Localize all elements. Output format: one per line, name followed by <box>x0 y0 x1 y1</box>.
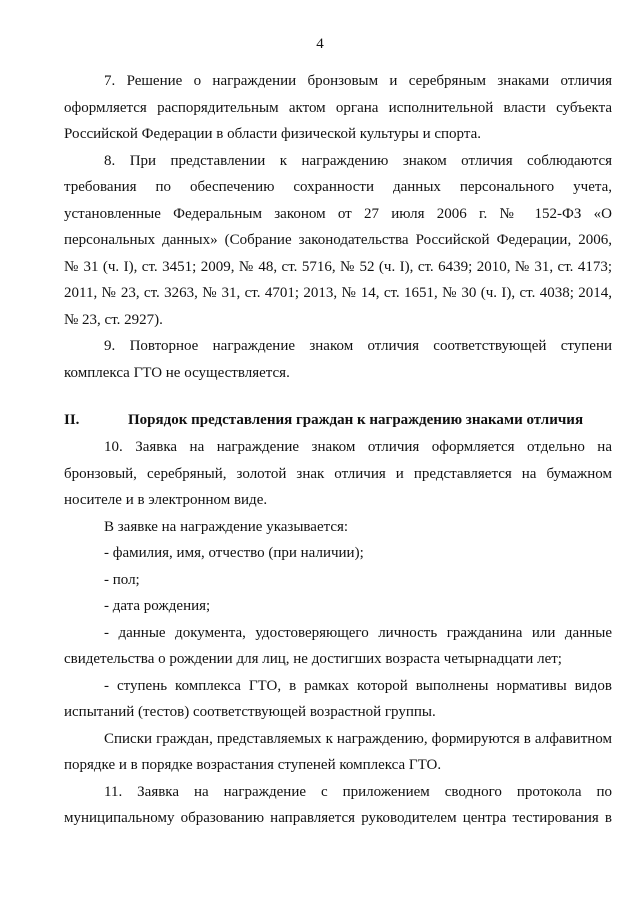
paragraph-8-line-5: № 31 (ч. I), ст. 3451; 2009, № 48, ст. 5716, № 52 (ч. I), ст. 6439; 2010, № 31, ст. 4173; <box>64 259 612 275</box>
paragraph-7-line-3: Российской Федерации в области физической культуры и спорта. <box>64 126 481 142</box>
list-item-identity-document-line-2: свидетельства о рождении для лиц, не достигших возраста четырнадцати лет; <box>64 651 562 667</box>
section-title: Порядок представления граждан к награждению знаками отличия <box>128 412 584 428</box>
paragraph-10-line-2: бронзовый, серебряный, золотой знак отличия и представляется на бумажном <box>64 466 612 482</box>
paragraph-10-line-1: 10. Заявка на награждение знаком отличия оформляется отдельно на <box>104 439 612 455</box>
paragraph-8-line-6: 2011, № 23, ст. 3263, № 31, ст. 4701; 2013, № 14, ст. 1651, № 30 (ч. I), ст. 4038; 2014, <box>64 285 612 301</box>
list-item-gender: - пол; <box>104 572 140 588</box>
list-item-gto-stage-line-1: - ступень комплекса ГТО, в рамках которой выполнены нормативы видов <box>104 678 612 694</box>
application-intro: В заявке на награждение указывается: <box>104 519 349 535</box>
paragraph-11-line-1: 11. Заявка на награждение с приложением сводного протокола по <box>104 784 612 800</box>
paragraph-9-line-2: комплекса ГТО не осуществляется. <box>64 365 290 381</box>
paragraph-7-line-1: 7. Решение о награждении бронзовым и серебряным знаками отличия <box>104 73 612 89</box>
lists-paragraph-line-1: Списки граждан, представляемых к награждению, формируются в алфавитном <box>104 731 612 747</box>
paragraph-8-line-3: установленные Федеральным законом от 27 июля 2006 г. № 152-ФЗ «О <box>64 206 612 222</box>
list-item-identity-document-line-1: - данные документа, удостоверяющего личность гражданина или данные <box>104 625 612 641</box>
paragraph-10-line-3: носителе и в электронном виде. <box>64 492 268 508</box>
paragraph-11-line-2: муниципальному образованию направляется руководителем центра тестирования в <box>64 810 612 826</box>
list-item-gto-stage-line-2: испытаний (тестов) соответствующей возрастной группы. <box>64 704 436 720</box>
list-item-birth-date: - дата рождения; <box>104 598 211 614</box>
page-number: 4 <box>316 36 324 52</box>
paragraph-8-line-7: № 23, ст. 2927). <box>64 312 163 328</box>
section-heading <box>64 411 612 429</box>
paragraph-7-line-2: оформляется распорядительным актом органа исполнительной власти субъекта <box>64 100 612 116</box>
lists-paragraph-line-2: порядке и в порядке возрастания ступеней комплекса ГТО. <box>64 757 442 773</box>
list-item-full-name: - фамилия, имя, отчество (при наличии); <box>104 545 364 561</box>
paragraph-9-line-1: 9. Повторное награждение знаком отличия соответствующей ступени <box>104 338 612 354</box>
paragraph-8-line-1: 8. При представлении к награждению знаком отличия соблюдаются <box>104 153 612 169</box>
paragraph-8-line-4: персональных данных» (Собрание законодательства Российской Федерации, 2006, <box>64 232 612 248</box>
section-number: II. <box>64 412 80 428</box>
paragraph-8-line-2: требования по обеспечению сохранности данных персонального учета, <box>64 179 612 195</box>
